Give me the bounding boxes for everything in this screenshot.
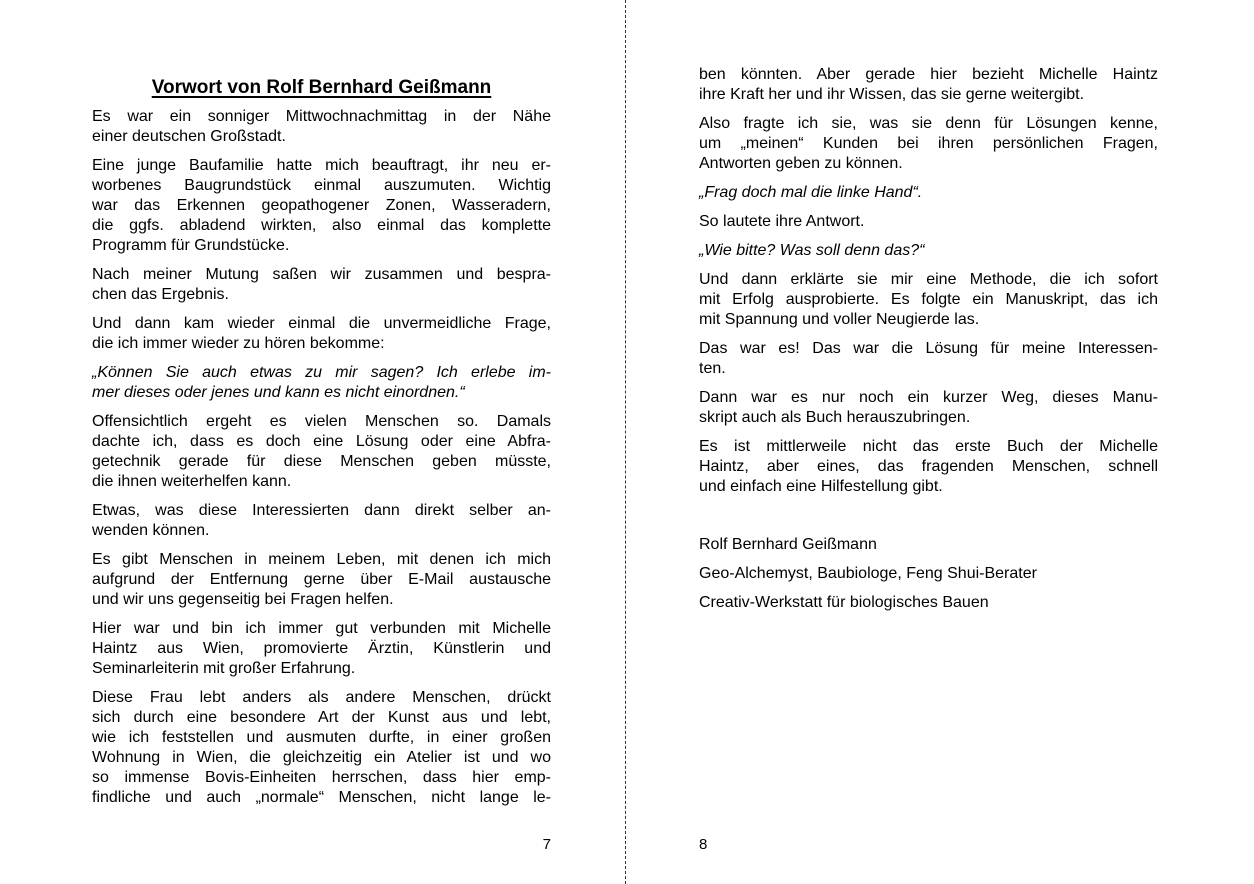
paragraph [699, 270, 1158, 330]
paragraph [92, 363, 551, 403]
right-page-body [699, 65, 1158, 506]
text-line: Und dann erklärte sie mir eine Methode, die ich sofort [699, 271, 1158, 288]
text-line: Nach meiner Mutung saßen wir zusammen und bespra- [92, 266, 551, 283]
signature-paragraph [699, 564, 1158, 584]
signature-line: Creativ-Werkstatt für biologisches Bauen [699, 594, 989, 611]
page-title [92, 76, 551, 100]
paragraph [92, 550, 551, 610]
text-line: mit Spannung und voller Neugierde las. [699, 311, 980, 328]
paragraph [699, 437, 1158, 497]
text-line: Also fragte ich sie, was sie denn für Lösungen kenne, [699, 115, 1158, 132]
signature-block [699, 535, 1158, 622]
text-line: ten. [699, 360, 726, 377]
text-line: „Frag doch mal die linke Hand“. [699, 184, 923, 201]
paragraph [92, 688, 551, 808]
text-line: so immense Bovis-Einheiten herrschen, dass hier emp- [92, 769, 551, 786]
text-line: und wir uns gegenseitig bei Fragen helfen. [92, 591, 394, 608]
text-line: sich durch eine besondere Art der Kunst aus und lebt, [92, 709, 551, 726]
text-line: getechnik gerade für diese Menschen geben müsste, [92, 453, 551, 470]
text-line: chen das Ergebnis. [92, 286, 229, 303]
left-page-body [92, 107, 551, 817]
text-line: Offensichtlich ergeht es vielen Menschen so. Damals [92, 413, 551, 430]
text-line: um „meinen“ Kunden bei ihren persönlichen Fragen, [699, 135, 1158, 152]
text-line: Eine junge Baufamilie hatte mich beauftragt, ihr neu er- [92, 157, 551, 174]
paragraph [699, 241, 1158, 261]
text-line: die ihnen weiterhelfen kann. [92, 473, 292, 490]
text-line: einer deutschen Großstadt. [92, 128, 286, 145]
text-line: mit Erfolg ausprobierte. Es folgte ein Manuskript, das ich [699, 291, 1158, 308]
signature-paragraph [699, 535, 1158, 555]
text-line: wie ich feststellen und ausmuten durfte, in einer großen [92, 729, 551, 746]
page-divider [625, 0, 626, 884]
text-line: Dann war es nur noch ein kurzer Weg, dieses Manu- [699, 389, 1158, 406]
text-line: wenden können. [92, 522, 210, 539]
text-line: war das Erkennen geopathogener Zonen, Wasseradern, [92, 197, 551, 214]
text-line: Seminarleiterin mit großer Erfahrung. [92, 660, 356, 677]
text-line: Diese Frau lebt anders als andere Menschen, drückt [92, 689, 551, 706]
page-number-right: 8 [699, 836, 708, 853]
signature-paragraph [699, 593, 1158, 613]
text-line: „Wie bitte? Was soll denn das?“ [699, 242, 925, 259]
text-line: Das war es! Das war die Lösung für meine Interessen- [699, 340, 1158, 357]
text-line: Etwas, was diese Interessierten dann direkt selber an- [92, 502, 551, 519]
paragraph [699, 183, 1158, 203]
text-line: dachte ich, dass es doch eine Lösung oder eine Abfra- [92, 433, 551, 450]
title-text: Vorwort von Rolf Bernhard Geißmann [151, 77, 492, 98]
paragraph [699, 212, 1158, 232]
text-line: Es war ein sonniger Mittwochnachmittag in der Nähe [92, 108, 551, 125]
text-line: Haintz aus Wien, promovierte Ärztin, Künstlerin und [92, 640, 551, 657]
text-line: Haintz, aber eines, das fragenden Menschen, schnell [699, 458, 1158, 475]
text-line: findliche und auch „normale“ Menschen, nicht lange le- [92, 789, 551, 806]
text-line: Es gibt Menschen in meinem Leben, mit denen ich mich [92, 551, 551, 568]
text-line: ben könnten. Aber gerade hier bezieht Michelle Haintz [699, 66, 1158, 83]
paragraph [92, 265, 551, 305]
paragraph [699, 388, 1158, 428]
text-line: mer dieses oder jenes und kann es nicht einordnen.“ [92, 384, 465, 401]
paragraph [92, 619, 551, 679]
paragraph [699, 339, 1158, 379]
page-number-left: 7 [542, 836, 551, 853]
text-line: ihre Kraft her und ihr Wissen, das sie gerne weitergibt. [699, 86, 1085, 103]
paragraph [92, 156, 551, 256]
text-line: aufgrund der Entfernung gerne über E-Mail austausche [92, 571, 551, 588]
text-line: Und dann kam wieder einmal die unvermeidliche Frage, [92, 315, 551, 332]
text-line: Antworten geben zu können. [699, 155, 903, 172]
text-line: worbenes Baugrundstück einmal auszumuten. Wichtig [92, 177, 551, 194]
text-line: So lautete ihre Antwort. [699, 213, 865, 230]
text-line: Es ist mittlerweile nicht das erste Buch der Michelle [699, 438, 1158, 455]
paragraph [699, 114, 1158, 174]
text-line: Wohnung in Wien, die gleichzeitig ein Atelier ist und wo [92, 749, 551, 766]
signature-line: Geo-Alchemyst, Baubiologe, Feng Shui-Berater [699, 565, 1037, 582]
text-line: die ich immer wieder zu hören bekomme: [92, 335, 385, 352]
signature-name: Rolf Bernhard Geißmann [699, 536, 877, 553]
paragraph [92, 314, 551, 354]
text-line: „Können Sie auch etwas zu mir sagen? Ich erlebe im- [92, 364, 551, 381]
text-line: skript auch als Buch herauszubringen. [699, 409, 971, 426]
paragraph [92, 412, 551, 492]
text-line: und einfach eine Hilfestellung gibt. [699, 478, 943, 495]
text-line: Programm für Grundstücke. [92, 237, 290, 254]
text-line: Hier war und bin ich immer gut verbunden mit Michelle [92, 620, 551, 637]
paragraph [92, 107, 551, 147]
paragraph [92, 501, 551, 541]
paragraph [699, 65, 1158, 105]
text-line: die ggfs. abladend wirkten, also einmal das komplette [92, 217, 551, 234]
